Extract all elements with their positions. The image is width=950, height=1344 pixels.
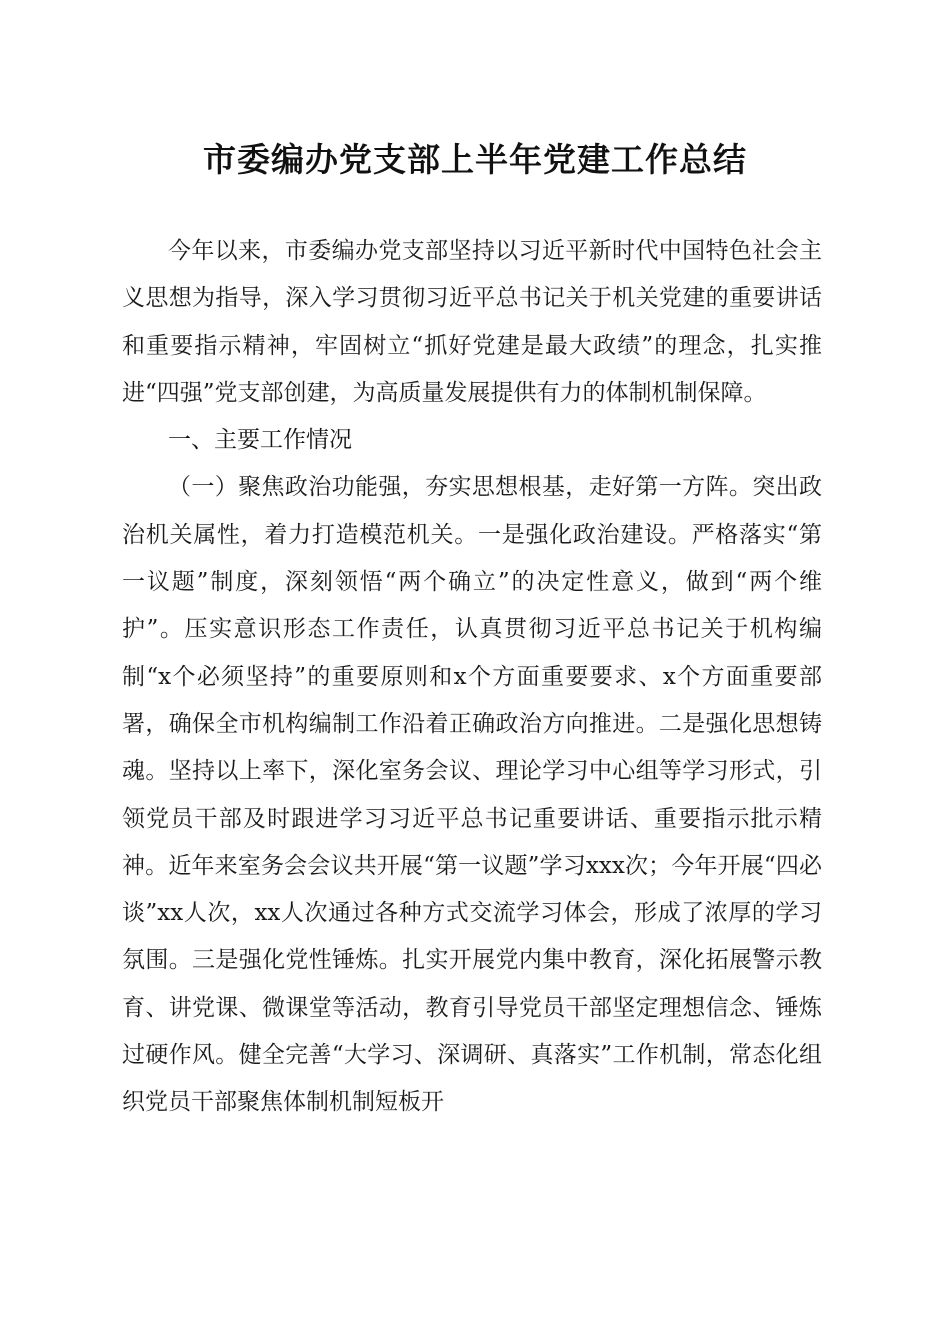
document-body xyxy=(122,228,822,1127)
section-paragraph: （一）聚焦政治功能强，夯实思想根基，走好第一方阵。突出政治机关属性，着力打造模范机关。一是强化政治建设。严格落实“第一议题”制度，深刻领悟“两个确立”的决定性意义，做到“两个维护”。压实意识形态工作责任，认真贯彻习近平总书记关于机构编制“x个必须坚持”的重要原则和x个方面重要要求、x个方面重要部署，确保全市机构编制工作沿着正确政治方向推进。二是强化思想铸魂。坚持以上率下，深化室务会议、理论学习中心组等学习形式，引领党员干部及时跟进学习习近平总书记重要讲话、重要指示批示精神。近年来室务会会议共开展“第一议题”学习xxx次；今年开展“四必谈”xx人次，xx人次通过各种方式交流学习体会，形成了浓厚的学习氛围。三是强化党性锤炼。扎实开展党内集中教育，深化拓展警示教育、讲党课、微课堂等活动，教育引导党员干部坚定理想信念、锤炼过硬作风。健全完善“大学习、深调研、真落实”工作机制，常态化组织党员干部聚焦体制机制短板开 xyxy=(122,474,822,1116)
section-heading: 一、主要工作情况 xyxy=(168,427,352,454)
intro-paragraph: 今年以来，市委编办党支部坚持以习近平新时代中国特色社会主义思想为指导，深入学习贯彻习近平总书记关于机关党建的重要讲话和重要指示精神，牢固树立“抓好党建是最大政绩”的理念，扎实推进“四强”党支部创建，为高质量发展提供有力的体制机制保障。 xyxy=(122,238,822,406)
document-title: 市委编办党支部上半年党建工作总结 xyxy=(203,140,747,179)
